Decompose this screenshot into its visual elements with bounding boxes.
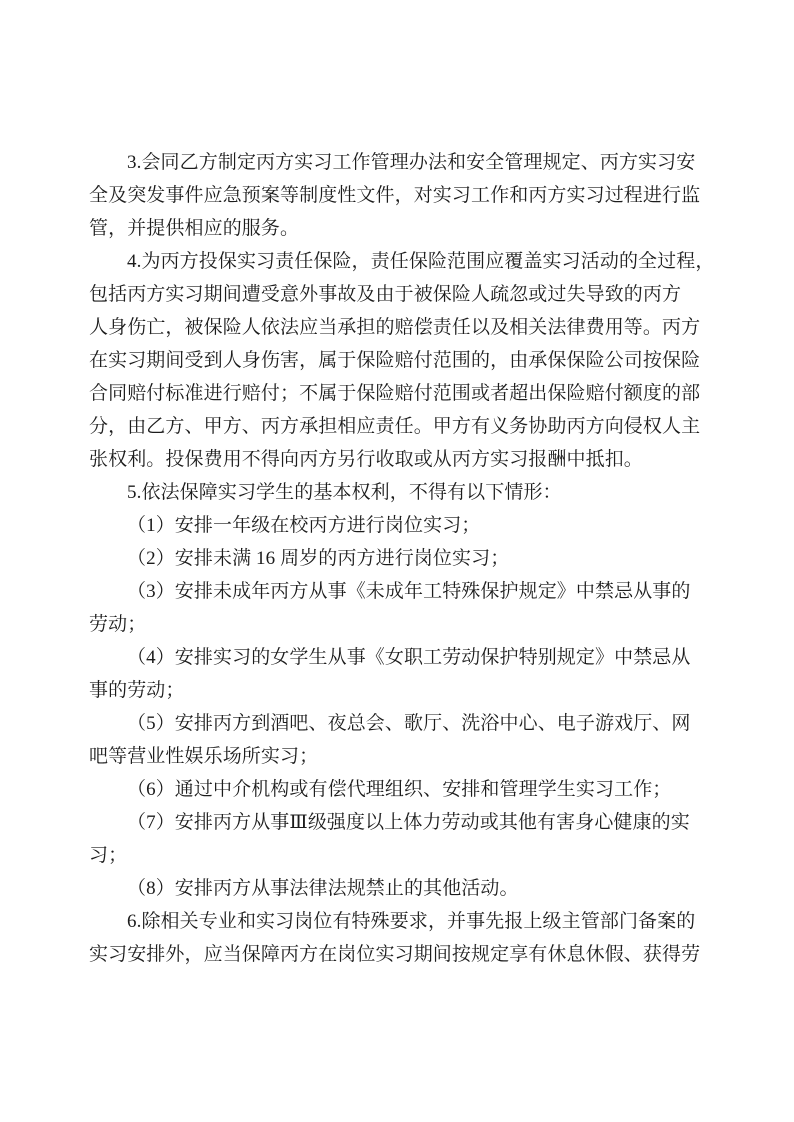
text-line: （4）安排实习的女学生从事《女职工劳动保护特别规定》中禁忌从	[127, 647, 691, 668]
paragraph	[89, 773, 705, 806]
text-line: 5.依法保障实习学生的基本权利，不得有以下情形：	[127, 482, 562, 503]
text-line: 分，由乙方、甲方、丙方承担相应责任。甲方有义务协助丙方向侵权人主	[89, 416, 701, 437]
text-line: 4.为丙方投保实习责任保险，责任保险范围应覆盖实习活动的全过程，	[127, 251, 715, 272]
paragraph	[89, 641, 705, 707]
text-line: 张权利。投保费用不得向丙方另行收取或从丙方实习报酬中抵扣。	[89, 449, 643, 470]
text-line: （6）通过中介机构或有偿代理组织、安排和管理学生实习工作；	[127, 779, 672, 800]
text-line: （7）安排丙方从事Ⅲ级强度以上体力劳动或其他有害身心健康的实	[127, 812, 690, 833]
text-line: 6.除相关专业和实习岗位有特殊要求，并事先报上级主管部门备案的	[127, 911, 696, 932]
paragraph	[89, 707, 705, 773]
text-line: （8）安排丙方从事法律法规禁止的其他活动。	[127, 878, 519, 899]
text-line: 包括丙方实习期间遭受意外事故及由于被保险人疏忽或过失导致的丙方	[89, 284, 682, 305]
paragraph	[89, 476, 705, 509]
paragraph	[89, 542, 705, 575]
text-line: （1）安排一年级在校丙方进行岗位实习；	[127, 515, 481, 536]
paragraph	[89, 245, 715, 476]
paragraph	[89, 509, 705, 542]
paragraph	[89, 872, 705, 905]
text-line: 3.会同乙方制定丙方实习工作管理办法和安全管理规定、丙方实习安	[127, 152, 696, 173]
text-line: 合同赔付标准进行赔付；不属于保险赔付范围或者超出保险赔付额度的部	[89, 383, 701, 404]
text-line: 劳动；	[89, 614, 147, 635]
text-line: 人身伤亡，被保险人依法应当承担的赔偿责任以及相关法律费用等。丙方	[89, 317, 701, 338]
text-line: 实习安排外，应当保障丙方在岗位实习期间按规定享有休息休假、获得劳	[89, 944, 701, 965]
text-line: 吧等营业性娱乐场所实习；	[89, 746, 319, 767]
text-line: （3）安排未成年丙方从事《未成年工特殊保护规定》中禁忌从事的	[127, 581, 691, 602]
text-line: 全及突发事件应急预案等制度性文件，对实习工作和丙方实习过程进行监	[89, 185, 701, 206]
text-line: 管，并提供相应的服务。	[89, 218, 300, 239]
text-line: （2）安排未满 16 周岁的丙方进行岗位实习；	[127, 548, 510, 569]
paragraph	[89, 806, 705, 872]
paragraph	[89, 905, 705, 971]
text-line: 习；	[89, 845, 128, 866]
text-line: 在实习期间受到人身伤害，属于保险赔付范围的，由承保保险公司按保险	[89, 350, 701, 371]
paragraph	[89, 575, 705, 641]
document-content	[89, 146, 715, 971]
text-line: 事的劳动；	[89, 680, 185, 701]
paragraph	[89, 146, 705, 245]
text-line: （5）安排丙方到酒吧、夜总会、歌厅、洗浴中心、电子游戏厅、网	[127, 713, 691, 734]
